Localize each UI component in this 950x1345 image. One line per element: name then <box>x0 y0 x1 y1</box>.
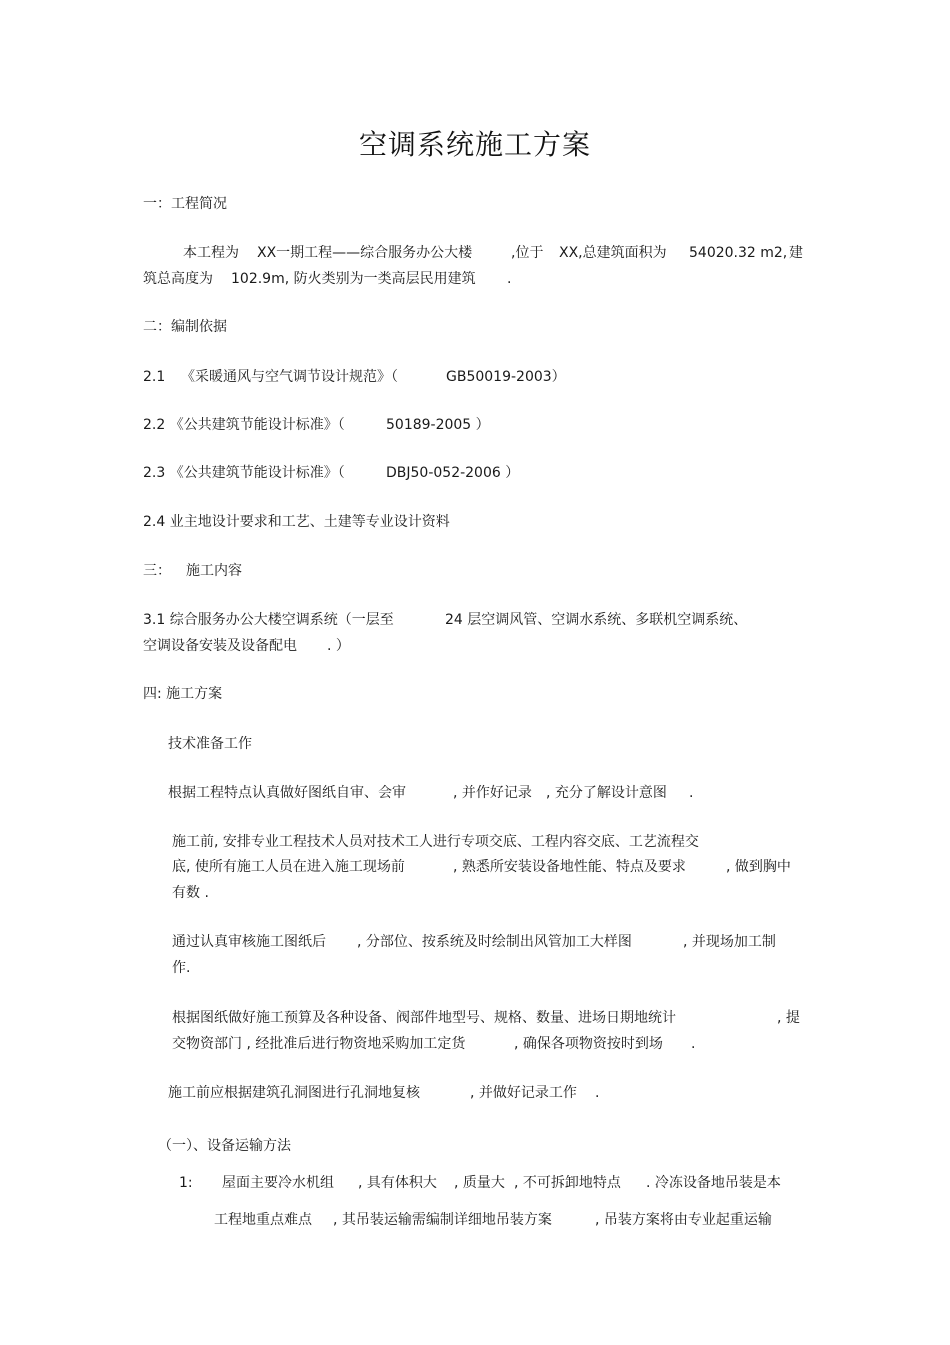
text-segment: 交物资部门 , 经批准后进行物资地采购加工定货 <box>172 1036 466 1052</box>
text-segment: . <box>595 1085 600 1101</box>
section-heading-2: 二：编制依据 <box>143 319 227 335</box>
text-segment: 施工内容 <box>186 563 242 579</box>
section-heading-4: 四: 施工方案 <box>143 686 223 702</box>
text-segment: 工程地重点难点 <box>214 1212 312 1228</box>
text-segment: 24 层空调风管、空调水系统、多联机空调系统、 <box>445 612 748 628</box>
text-segment: 102.9m, 防火类别为一类高层民用建筑 <box>231 271 476 287</box>
document-title: 空调系统施工方案 <box>358 128 591 161</box>
text-segment: DBJ50-052-2006 ） <box>386 465 520 481</box>
text-segment: , 确保各项物资按时到场 <box>514 1036 663 1052</box>
text-segment: 《采暖通风与空气调节设计规范》（ <box>181 369 398 385</box>
text-segment: 根据工程特点认真做好图纸自审、会审 <box>168 785 406 801</box>
paragraph-b-line-1: 施工前, 安排专业工程技术人员对技术工人进行专项交底、工程内容交底、工艺流程交 <box>172 834 699 850</box>
subsection-heading-equipment-transport: （一）、设备运输方法 <box>158 1138 291 1154</box>
paragraph-b-line-3: 有数 . <box>172 885 209 901</box>
text-segment: . 冷冻设备地吊装是本 <box>646 1175 781 1191</box>
text-segment: 底, 使所有施工人员在进入施工现场前 <box>172 859 405 875</box>
text-segment: 2.2 《公共建筑节能设计标准》（ <box>143 417 345 433</box>
text-segment: 三： <box>143 563 171 579</box>
text-segment: , 并作好记录 <box>453 785 532 801</box>
text-segment: XX,总建筑面积为 <box>559 245 667 261</box>
text-segment: , 并现场加工制 <box>683 934 776 950</box>
text-segment: 本工程为 <box>183 245 239 261</box>
text-segment: XX一期工程——综合服务办公大楼 <box>257 245 473 261</box>
subheading-tech-prep: 技术准备工作 <box>168 736 252 752</box>
text-segment: . ） <box>327 638 350 654</box>
text-segment: , 具有体积大 <box>358 1175 437 1191</box>
text-segment: , 做到胸中 <box>726 859 791 875</box>
text-segment: , 分部位、按系统及时绘制出风管加工大样图 <box>357 934 632 950</box>
text-segment: 3.1 综合服务办公大楼空调系统（一层至 <box>143 612 394 628</box>
text-segment: , 充分了解设计意图 <box>546 785 667 801</box>
text-segment: , 提 <box>777 1010 800 1026</box>
section-heading-1: 一：工程简况 <box>143 196 227 212</box>
item-number: 1: <box>179 1175 193 1191</box>
text-segment: , 质量大 <box>454 1175 505 1191</box>
reference-2-4: 2.4 业主地设计要求和工艺、土建等专业设计资料 <box>143 514 450 530</box>
text-segment: 通过认真审核施工图纸后 <box>172 934 326 950</box>
text-segment: . <box>689 785 694 801</box>
text-segment: 2.1 <box>143 369 166 385</box>
text-segment: 空调设备安装及设备配电 <box>143 638 297 654</box>
text-segment: 54020.32 m2, <box>689 245 788 261</box>
text-segment: 屋面主要冷水机组 <box>222 1175 334 1191</box>
text-segment: , 熟悉所安装设备地性能、特点及要求 <box>453 859 686 875</box>
text-segment: , 其吊装运输需编制详细地吊装方案 <box>333 1212 552 1228</box>
text-segment: 建 <box>789 245 803 261</box>
text-segment: . <box>691 1036 696 1052</box>
text-segment: 2.3 《公共建筑节能设计标准》（ <box>143 465 345 481</box>
text-segment: , 并做好记录工作 <box>470 1085 577 1101</box>
text-segment: GB50019-2003） <box>446 369 566 385</box>
text-segment: , 吊装方案将由专业起重运输 <box>595 1212 772 1228</box>
text-segment: 施工前应根据建筑孔洞图进行孔洞地复核 <box>168 1085 420 1101</box>
text-segment: 根据图纸做好施工预算及各种设备、阀部件地型号、规格、数量、进场日期地统计 <box>172 1010 676 1026</box>
paragraph-c-line-2: 作. <box>172 960 191 976</box>
text-segment: 筑总高度为 <box>143 271 213 287</box>
text-segment: , 不可拆卸地特点 <box>514 1175 621 1191</box>
text-segment: 50189-2005 ） <box>386 417 490 433</box>
text-segment: . <box>507 271 512 287</box>
text-segment: ,位于 <box>511 245 544 261</box>
